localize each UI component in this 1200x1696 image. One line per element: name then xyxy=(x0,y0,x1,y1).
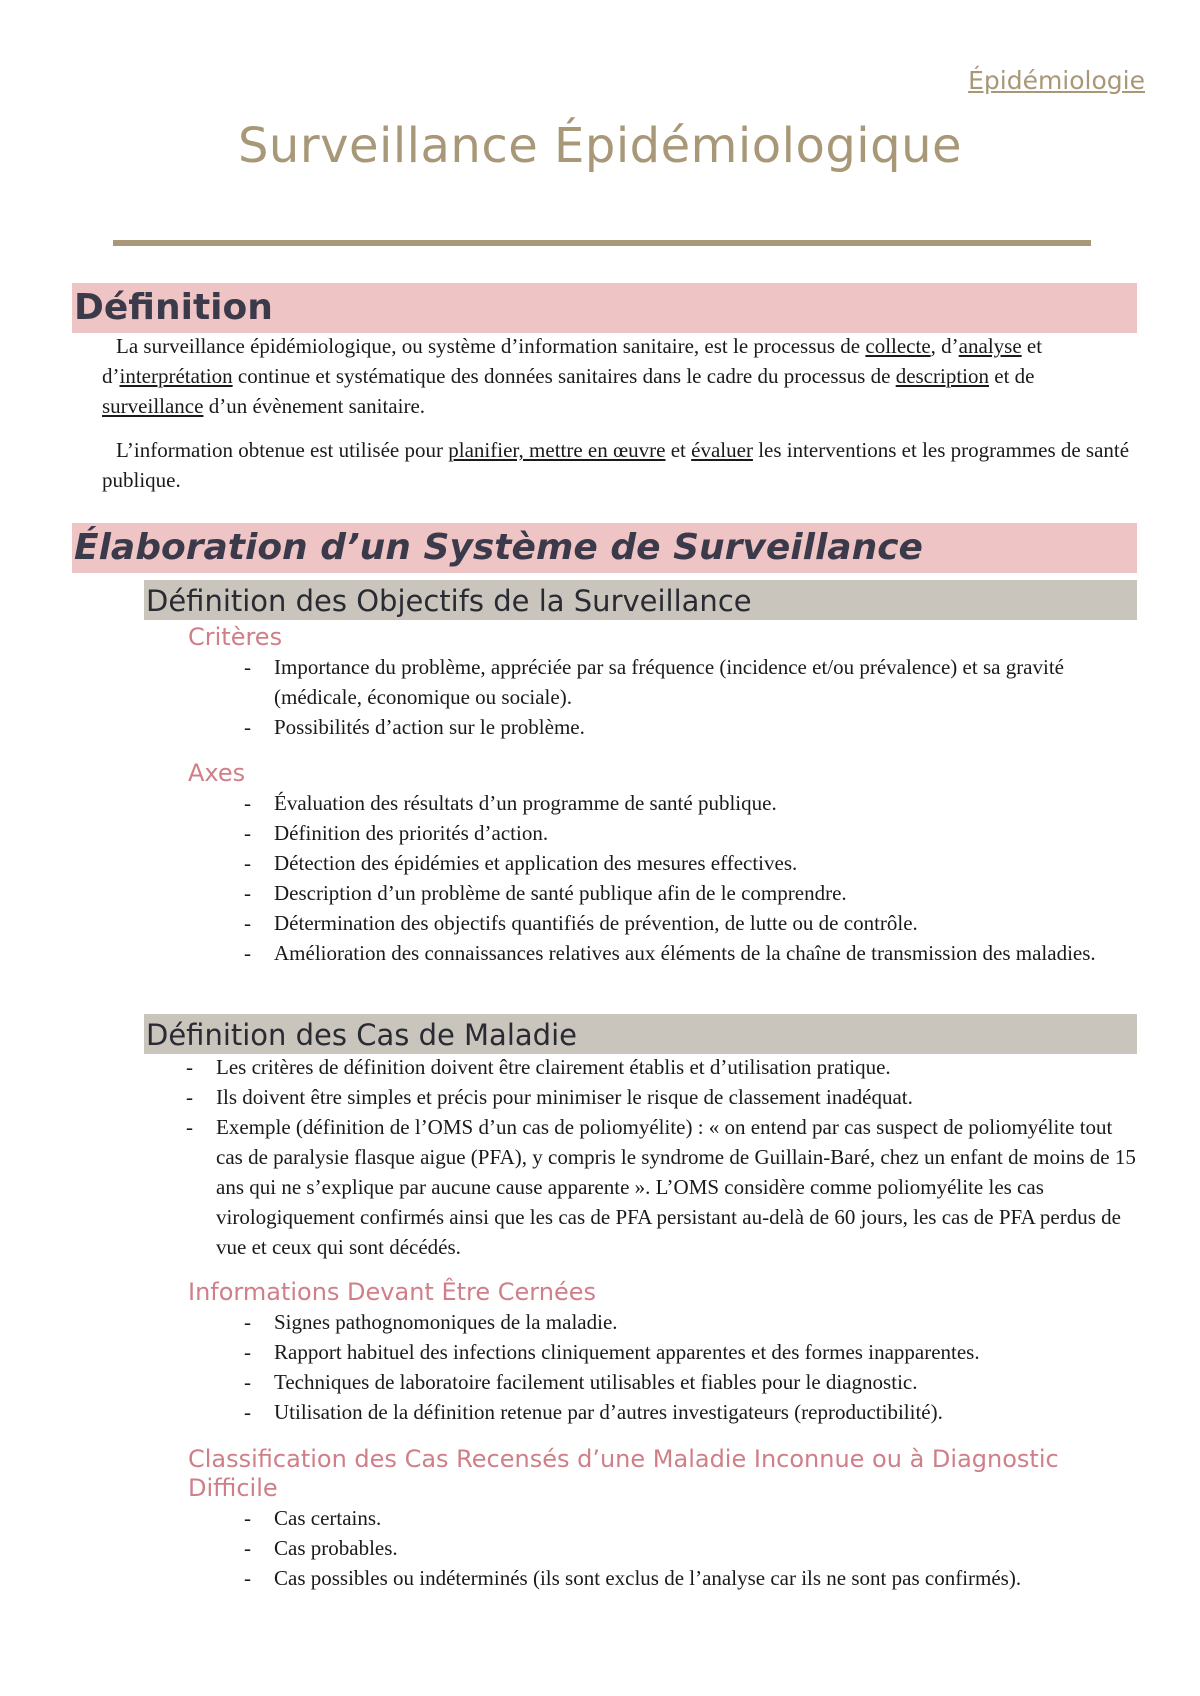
underlined-term: surveillance xyxy=(102,394,204,418)
axes-list xyxy=(244,788,1114,968)
list-item: - Cas possibles ou indéterminés (ils sont exclus de l’analyse car ils ne sont pas confirmés). xyxy=(244,1563,1114,1593)
text-run: La surveillance épidémiologique, ou système d’information sanitaire, est le processus de xyxy=(116,334,866,358)
list-item: - Détection des épidémies et application des mesures effectives. xyxy=(244,848,1114,878)
list-item: - Les critères de définition doivent être clairement établis et d’utilisation pratique. xyxy=(186,1052,1136,1082)
underlined-term: interprétation xyxy=(119,364,233,388)
list-item: - Ils doivent être simples et précis pour minimiser le risque de classement inadéquat. xyxy=(186,1082,1136,1112)
text-run: et de xyxy=(989,364,1035,388)
list-item: - Évaluation des résultats d’un programme de santé publique. xyxy=(244,788,1114,818)
heading-line: Classification des Cas Recensés d’une Maladie Inconnue ou à Diagnostic xyxy=(188,1445,1059,1473)
text-run: continue et systématique des données sanitaires dans le cadre du processus de xyxy=(232,364,896,388)
list-item: - Amélioration des connaissances relatives aux éléments de la chaîne de transmission des maladies. xyxy=(244,938,1114,968)
list-item: - Exemple (définition de l’OMS d’un cas de poliomyélite) : « on entend par cas suspect de poliomyélite tout cas de paralysie flasque aigue (PFA), y compris le syndrome de Guillain-Baré, chez un enfant de moins de 15 ans qui ne s’explique par aucune cause apparente ». L’OMS considère comme poliomyélite les cas virologiquement confirmés ainsi que les cas de PFA persistant au-delà de 60 jours, les cas de PFA perdus de vue et ceux qui sont décédés. xyxy=(186,1112,1136,1262)
heading-elaboration: Élaboration d’un Système de Surveillance xyxy=(72,523,1137,573)
underlined-term: analyse xyxy=(958,334,1022,358)
list-item: - Importance du problème, appréciée par sa fréquence (incidence et/ou prévalence) et sa gravité (médicale, économique ou sociale). xyxy=(244,652,1114,712)
text-run: les interventions et les programmes de santé publique. xyxy=(102,438,1130,492)
text-run: et xyxy=(665,438,692,462)
header-tag[interactable]: Épidémiologie xyxy=(968,66,1145,95)
text-run: d’un évènement sanitaire. xyxy=(203,394,426,418)
heading-axes: Axes xyxy=(188,759,246,787)
heading-cas: Définition des Cas de Maladie xyxy=(144,1014,1137,1054)
page-title: Surveillance Épidémiologique xyxy=(237,118,963,174)
list-item: - Utilisation de la définition retenue par d’autres investigateurs (reproductibilité). xyxy=(244,1397,1114,1427)
definition-paragraph-2 xyxy=(102,435,1132,495)
underlined-term: collecte xyxy=(865,334,931,358)
underlined-term: planifier, mettre en œuvre xyxy=(448,438,666,462)
list-item: - Cas certains. xyxy=(244,1503,1114,1533)
list-item: - Définition des priorités d’action. xyxy=(244,818,1114,848)
list-item: - Techniques de laboratoire facilement utilisables et fiables pour le diagnostic. xyxy=(244,1367,1114,1397)
text-run: , d’ xyxy=(930,334,959,358)
informations-list xyxy=(244,1307,1114,1427)
classification-list xyxy=(244,1503,1114,1593)
list-item: - Signes pathognomoniques de la maladie. xyxy=(244,1307,1114,1337)
criteres-list xyxy=(244,652,1114,742)
cas-list xyxy=(186,1052,1136,1262)
list-item: - Description d’un problème de santé publique afin de le comprendre. xyxy=(244,878,1114,908)
heading-informations: Informations Devant Être Cernées xyxy=(188,1278,596,1306)
heading-classification xyxy=(188,1445,1059,1503)
list-item: - Rapport habituel des infections cliniquement apparentes et des formes inapparentes. xyxy=(244,1337,1114,1367)
heading-objectifs: Définition des Objectifs de la Surveillance xyxy=(144,580,1137,620)
title-divider xyxy=(113,240,1091,246)
heading-line: Difficile xyxy=(188,1474,278,1502)
list-item: - Possibilités d’action sur le problème. xyxy=(244,712,1114,742)
definition-paragraph-1 xyxy=(102,331,1132,421)
underlined-term: évaluer xyxy=(691,438,753,462)
heading-definition: Définition xyxy=(72,283,1137,333)
text-run: L’information obtenue est utilisée pour xyxy=(116,438,449,462)
list-item: - Détermination des objectifs quantifiés de prévention, de lutte ou de contrôle. xyxy=(244,908,1114,938)
list-item: - Cas probables. xyxy=(244,1533,1114,1563)
text-run: et d’ xyxy=(102,334,1043,388)
heading-criteres: Critères xyxy=(188,623,283,651)
underlined-term: description xyxy=(895,364,989,388)
